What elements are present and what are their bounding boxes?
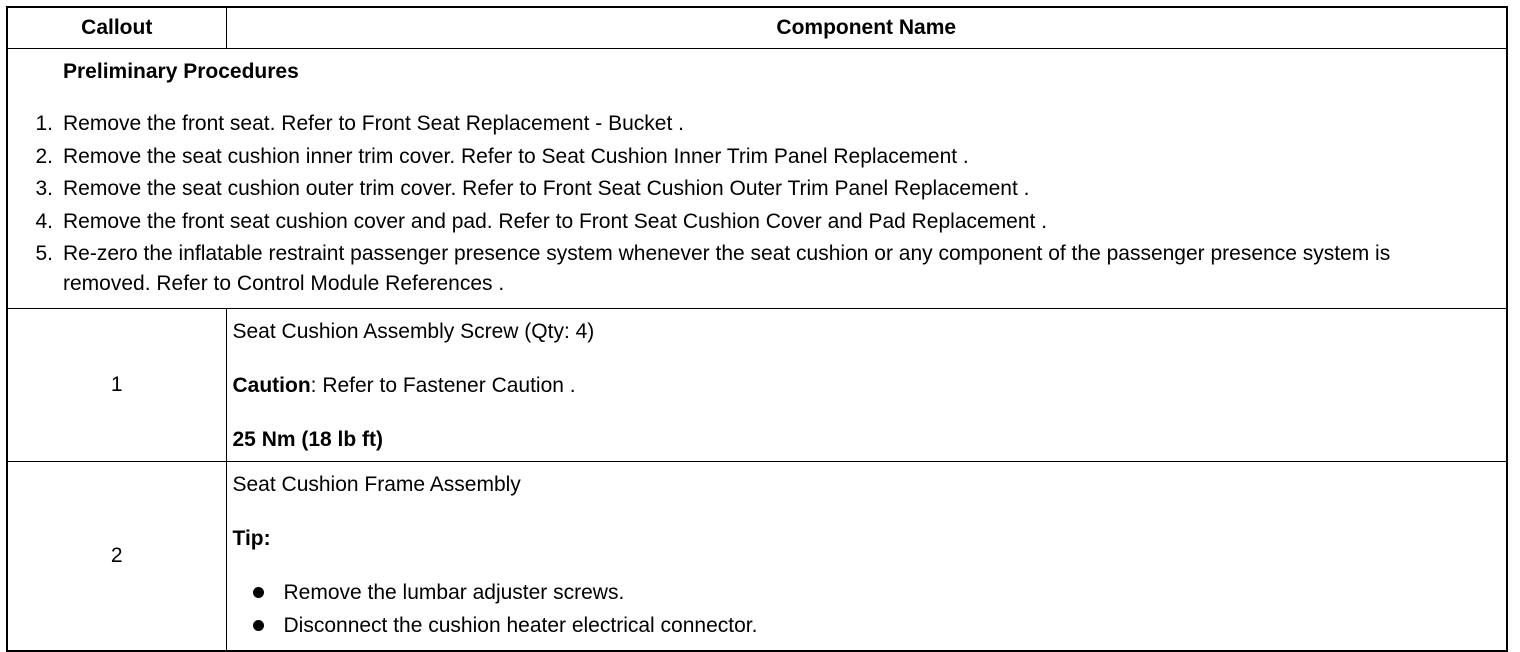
preliminary-row xyxy=(7,49,1507,309)
preliminary-step xyxy=(8,207,1506,237)
preliminary-step xyxy=(8,142,1506,172)
step-number: 1. xyxy=(35,112,53,135)
component-name-header: Component Name xyxy=(226,7,1507,49)
preliminary-step xyxy=(8,109,1506,139)
step-text: Re-zero the inflatable restraint passenger presence system whenever the seat cushion or any component of the passenger presence system is removed. Refer to Control Module References . xyxy=(63,242,1391,295)
caution-line xyxy=(233,371,1507,401)
callout-header: Callout xyxy=(7,7,226,49)
tip-label: Tip: xyxy=(232,526,271,550)
caution-label: Caution xyxy=(232,373,311,397)
step-number: 3. xyxy=(35,177,53,200)
callout-number: 2 xyxy=(7,461,226,651)
preliminary-step xyxy=(8,239,1506,299)
bullet-icon xyxy=(253,587,264,598)
torque-spec: 25 Nm (18 lb ft) xyxy=(232,427,384,451)
tip-list xyxy=(233,578,1507,641)
callout-number: 1 xyxy=(7,308,226,461)
step-text: Remove the seat cushion outer trim cover. Refer to Front Seat Cushion Outer Trim Panel Replacement . xyxy=(63,177,1030,200)
table-row xyxy=(7,461,1507,651)
component-cell xyxy=(226,461,1507,651)
tip-text: Remove the lumbar adjuster screws. xyxy=(283,580,625,604)
component-table xyxy=(6,6,1508,652)
component-name: Seat Cushion Assembly Screw (Qty: 4) xyxy=(232,319,595,343)
step-text: Remove the front seat. Refer to Front Seat Replacement - Bucket . xyxy=(63,112,684,135)
step-text: Remove the front seat cushion cover and pad. Refer to Front Seat Cushion Cover and Pad Replacement . xyxy=(63,209,1048,233)
preliminary-title: Preliminary Procedures xyxy=(63,60,299,83)
preliminary-steps xyxy=(8,109,1506,299)
step-number: 4. xyxy=(35,209,53,233)
tip-text: Disconnect the cushion heater electrical connector. xyxy=(283,613,758,637)
list-item xyxy=(233,611,1507,641)
table-header-row xyxy=(7,7,1507,49)
component-name: Seat Cushion Frame Assembly xyxy=(232,472,521,496)
caution-text: : Refer to Fastener Caution . xyxy=(310,373,576,397)
list-item xyxy=(233,578,1507,608)
step-number: 5. xyxy=(35,242,53,265)
component-cell xyxy=(226,308,1507,461)
bullet-icon xyxy=(253,620,264,631)
step-number: 2. xyxy=(35,144,53,168)
preliminary-step xyxy=(8,174,1506,204)
table-row xyxy=(7,308,1507,461)
step-text: Remove the seat cushion inner trim cover. Refer to Seat Cushion Inner Trim Panel Replacement . xyxy=(63,144,969,168)
preliminary-cell xyxy=(7,49,1507,309)
